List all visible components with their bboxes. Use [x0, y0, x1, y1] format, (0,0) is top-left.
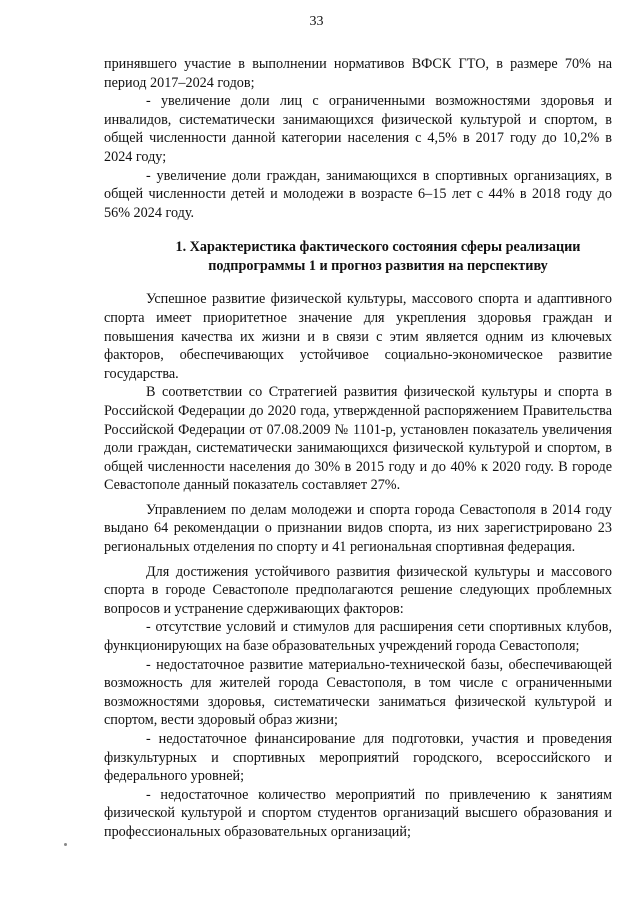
list-item-dash: - недостаточное количество мероприятий по привлечению к занятиям физической культурой и спортом студентов организаций высшего образования и профессиональных образовательных организаций;: [104, 786, 612, 840]
list-item-dash: - увеличение доли граждан, занимающихся в спортивных организациях, в общей численности детей и молодежи в возрасте 6–15 лет с 44% в 2018 году до 56% 2024 году.: [104, 167, 612, 221]
paragraph: Успешное развитие физической культуры, массового спорта и адаптивного спорта имеет приоритетное значение для укрепления здоровья граждан и повышения качества их жизни и в связи с этим является одним из ключевых факторов, обеспечивающих устойчивое социально-экономическое развитие государства.: [104, 291, 612, 382]
document-body: [104, 55, 612, 842]
paragraph: В соответствии со Стратегией развития физической культуры и спорта в Российской Федерации до 2020 года, утвержденной распоряжением Правительства Российской Федерации от 07.08.2009 № 1101-р, установлен показатель увеличения доли граждан, систематически занимающихся физической культурой и спортом, в общей численности населения до 30% в 2015 году и до 40% к 2020 году. В городе Севастополе данный показатель составляет 27%.: [104, 384, 612, 494]
list-item-dash: - увеличение доли лиц с ограниченными возможностями здоровья и инвалидов, систематически занимающихся физической культурой и спортом, в общей численности данной категории населения с 4,5% в 2017 году до 10,2% в 2024 году;: [104, 93, 612, 165]
paragraph: Для достижения устойчивого развития физической культуры и массового спорта в городе Севастополе предполагаются решение следующих проблемных вопросов и устранение сдерживающих факторов:: [104, 563, 612, 617]
page-number: 33: [309, 14, 324, 29]
list-item-dash: - недостаточное развитие материально-технической базы, обеспечивающей возможность для жителей города Севастополя, в том числе с ограниченными возможностями здоровья, систематически заниматься физической культурой и спортом, вести здоровый образ жизни;: [104, 656, 612, 729]
list-item-dash: - недостаточное финансирование для подготовки, участия и проведения физкультурных и спортивных мероприятий городского, всероссийского и федерального уровней;: [104, 731, 612, 785]
paragraph: Управлением по делам молодежи и спорта города Севастополя в 2014 году выдано 64 рекомендации о признании видов спорта, из них зарегистрировано 23 региональных отделения по спорту и 41 региональная спортивная федерация.: [104, 501, 612, 556]
paragraph-continuation: принявшего участие в выполнении нормативов ВФСК ГТО, в размере 70% на период 2017–2024 годов;: [104, 56, 612, 91]
scan-speck: [64, 843, 67, 846]
section-heading: 1. Характеристика фактического состояния сферы реализации подпрограммы 1 и прогноз развития на перспективу: [175, 239, 581, 275]
list-item-dash: - отсутствие условий и стимулов для расширения сети спортивных клубов, функционирующих на базе образовательных учреждений города Севастополя;: [104, 619, 612, 655]
